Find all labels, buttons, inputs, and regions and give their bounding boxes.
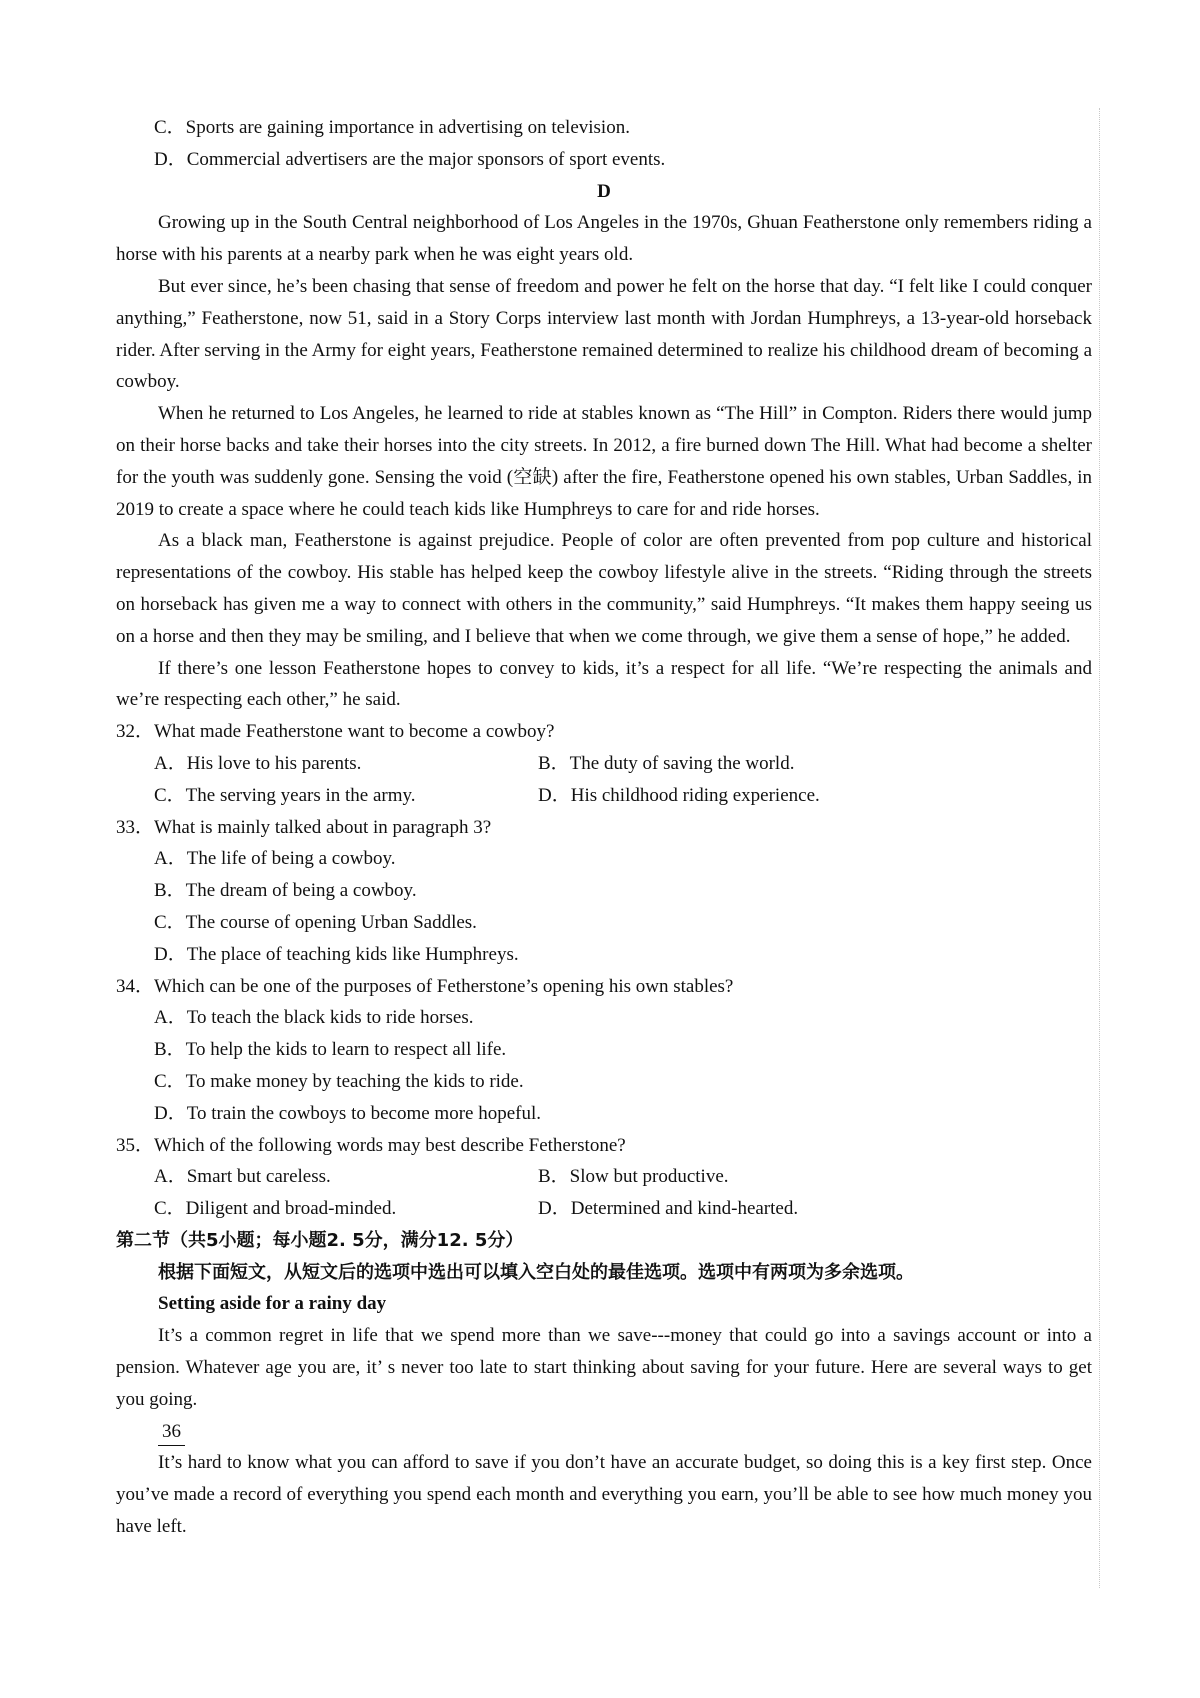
cloze-passage [116,1320,1092,1415]
exam-page [116,112,1092,1543]
question-35 [116,1130,1092,1225]
option-d[interactable]: D．His childhood riding experience. [538,784,820,806]
passage-paragraph-4: As a black man, Featherstone is against prejudice. People of color are often prevented from pop culture and historical representations of the cowboy. His stable has helped keep the cowboy lifestyle alive in the streets. “Riding through the streets on horseback has given me a way to connect with others in the community,” said Humphreys. “It makes them happy seeing us on a horse and then they may be smiling, and I believe that when we come through, we give them a sense of hope,” he added. [116,530,1092,647]
option-d[interactable]: D．To train the cowboys to become more hopeful. [154,1102,542,1124]
option-a[interactable]: A．The life of being a cowboy. [154,848,396,870]
cloze-passage-2 [116,1447,1092,1542]
section-letter: D [597,180,611,202]
option-row [116,780,1092,812]
margin-guide [1099,108,1100,1588]
section-2-heading: 第二节（共5小题；每小题2. 5分，满分12. 5分） [116,1229,524,1251]
option-c[interactable]: C．Diligent and broad-minded. [154,1198,397,1220]
option-a[interactable]: A．His love to his parents. [154,752,362,774]
question-stem: 32．What made Featherstone want to become a cowboy? [116,721,555,743]
blank-36[interactable]: 36 [158,1419,185,1446]
cloze-paragraph-2: It’s hard to know what you can afford to save if you don’t have an accurate budget, so doing this is a key first step. Once you’ve made a record of everything you spend each month and everything you earn, you’ll be able to see how much money you have left. [116,1452,1092,1538]
cloze-intro: It’s a common regret in life that we spend more than we save---money that could go into a savings account or into a pension. Whatever age you are, it’ s never too late to start thinking about saving for your future. Here are several ways to get you going. [116,1325,1092,1410]
option-d[interactable]: D．The place of teaching kids like Humphreys. [154,943,519,965]
option-c[interactable]: C．To make money by teaching the kids to ride. [154,1070,524,1092]
question-33 [116,812,1092,971]
question-stem: 33．What is mainly talked about in paragraph 3? [116,816,492,838]
option-c[interactable]: C．The serving years in the army. [154,784,416,806]
passage-paragraph-3: When he returned to Los Angeles, he learned to ride at stables known as “The Hill” in Compton. Riders there would jump on their horse backs and take their horses into the city streets. In 2012, a fire burned down The Hill. What had become a shelter for the youth was suddenly gone. Sensing the void (空缺) after the fire, Featherstone opened his own stables, Urban Saddles, in 2019 to create a space where he could teach kids like Humphreys to care for and ride horses. [116,403,1092,520]
question-stem: 35．Which of the following words may best describe Fetherstone? [116,1134,626,1156]
option-b[interactable]: B．Slow but productive. [538,1166,729,1188]
passage-paragraph-5: If there’s one lesson Featherstone hopes to convey to kids, it’s a respect for all life. “We’re respecting the animals and we’re respecting each other,” he said. [116,657,1092,711]
option-b[interactable]: B．The duty of saving the world. [538,752,795,774]
option-a[interactable]: A．To teach the black kids to ride horses. [154,1007,474,1029]
option-row [116,1193,1092,1225]
question-34 [116,971,1092,1130]
option-c-prev: C．Sports are gaining importance in advertising on television. [154,117,630,138]
option-a[interactable]: A．Smart but careless. [154,1166,331,1188]
option-c[interactable]: C．The course of opening Urban Saddles. [154,911,477,933]
passage-title: Setting aside for a rainy day [158,1293,387,1315]
question-32 [116,716,1092,811]
passage-paragraph-2: But ever since, he’s been chasing that sense of freedom and power he felt on the horse that day. “I felt like I could conquer anything,” Featherstone, now 51, said in a Story Corps interview last month with Jordan Humphreys, a 13-year-old horseback rider. After serving in the Army for eight years, Featherstone remained determined to realize his childhood dream of becoming a cowboy. [116,275,1092,393]
option-b[interactable]: B．To help the kids to learn to respect all life. [154,1039,507,1061]
blank-36-line [116,1416,1092,1448]
section-2-instruction: 根据下面短文，从短文后的选项中选出可以填入空白处的最佳选项。选项中有两项为多余选项。 [158,1261,914,1283]
question-stem: 34．Which can be one of the purposes of Fetherstone’s opening his own stables? [116,975,734,997]
option-b[interactable]: B．The dream of being a cowboy. [154,880,417,902]
passage-paragraph-1: Growing up in the South Central neighborhood of Los Angeles in the 1970s, Ghuan Featherstone only remembers riding a horse with his parents at a nearby park when he was eight years old. [116,212,1092,266]
option-d-prev: D．Commercial advertisers are the major sponsors of sport events. [154,148,666,170]
option-row [116,1161,1092,1193]
reading-passage [116,207,1092,716]
option-d[interactable]: D．Determined and kind-hearted. [538,1198,799,1220]
option-row [116,748,1092,780]
